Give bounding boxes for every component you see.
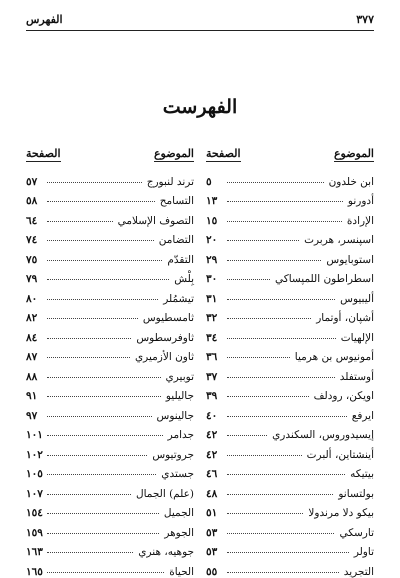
entry-page: ١٠١ <box>26 429 43 441</box>
entry-page: ٣٧ <box>206 370 218 383</box>
dot-leader <box>227 572 339 573</box>
dot-leader <box>47 513 159 514</box>
entry-page: ٥٨ <box>26 195 38 207</box>
entry-page: ٩١ <box>26 390 38 402</box>
entry-topic: جروتيوس <box>152 448 194 461</box>
index-entry <box>26 266 194 286</box>
entry-page: ٨٤ <box>26 331 38 344</box>
entry-topic: ابن خلدون <box>328 175 374 188</box>
index-entry <box>206 285 374 305</box>
entry-topic: الحياة <box>169 565 194 578</box>
index-rows <box>26 168 194 578</box>
dot-leader <box>47 221 113 222</box>
entry-topic: اسپنسر، هربرت <box>304 234 374 246</box>
entry-page: ٨٨ <box>26 370 38 383</box>
dot-leader <box>47 279 169 280</box>
entry-topic: اويكن، رودلف <box>313 390 374 402</box>
entry-page: ٥٥ <box>206 565 218 578</box>
index-entry <box>26 383 194 403</box>
entry-topic: التصوف الإسلامي <box>117 214 194 227</box>
entry-topic: بِلْش <box>174 273 194 285</box>
entry-topic: الجميل <box>163 507 194 519</box>
index-entry <box>206 344 374 364</box>
entry-page: ١٦٥ <box>26 565 43 578</box>
dot-leader <box>47 299 158 300</box>
dot-leader <box>227 201 343 202</box>
dot-leader <box>47 318 138 319</box>
dot-leader <box>47 455 147 456</box>
dot-leader <box>227 513 303 514</box>
entry-topic: ترند لنبورج <box>146 175 194 188</box>
index-entry <box>26 305 194 325</box>
index-entry <box>26 539 194 559</box>
dot-leader <box>227 494 333 495</box>
column-header <box>206 146 374 162</box>
entry-page: ٧٥ <box>26 253 38 266</box>
index-entry <box>206 402 374 422</box>
entry-page: ٣٦ <box>206 351 218 363</box>
entry-topic: الإلهيات <box>340 331 374 344</box>
index-entry <box>26 441 194 461</box>
index-entry <box>206 519 374 539</box>
dot-leader <box>47 338 131 339</box>
index-entry <box>206 558 374 578</box>
entry-topic: ثامسطيوس <box>142 312 194 324</box>
entry-page: ٣٠ <box>206 273 218 285</box>
page-header: الصفحة <box>206 147 241 160</box>
entry-page: ٦٤ <box>26 214 38 227</box>
entry-topic: التقدّم <box>167 253 194 266</box>
index-entry <box>26 500 194 520</box>
index-entry <box>26 363 194 383</box>
index-entry <box>206 207 374 227</box>
index-entry <box>206 324 374 344</box>
entry-topic: توبيري <box>165 370 194 383</box>
index-entry <box>26 480 194 500</box>
dot-leader <box>227 240 299 241</box>
entry-topic: أدورنو <box>347 195 374 207</box>
index-entry <box>26 461 194 481</box>
dot-leader <box>227 221 342 222</box>
index-entry <box>206 441 374 461</box>
dot-leader <box>227 299 335 300</box>
entry-topic: جستدي <box>161 468 194 480</box>
index-entry <box>206 363 374 383</box>
entry-topic: بيكو دلا مرندولا <box>308 507 374 519</box>
entry-topic: تيشمُلر <box>163 292 194 305</box>
entry-page: ١٠٢ <box>26 448 43 461</box>
entry-page: ٤٢ <box>206 429 218 441</box>
dot-leader <box>47 240 154 241</box>
entry-topic: الإرادة <box>346 214 374 227</box>
entry-page: ٨٠ <box>26 292 38 305</box>
index-entry <box>26 188 194 208</box>
index-entry <box>206 227 374 247</box>
index-entry <box>26 519 194 539</box>
entry-page: ٥١ <box>206 507 218 519</box>
dot-leader <box>47 435 163 436</box>
topic-header: الموضوع <box>153 147 194 160</box>
index-entry <box>26 285 194 305</box>
entry-page: ٨٧ <box>26 351 38 363</box>
entry-page: ١٥٩ <box>26 526 43 539</box>
entry-page: ٩٧ <box>26 409 38 422</box>
entry-topic: الجوهر <box>164 526 194 539</box>
index-entry <box>206 539 374 559</box>
dot-leader <box>227 416 347 417</box>
dot-leader <box>47 182 142 183</box>
index-rows <box>206 168 374 578</box>
dot-leader <box>227 260 321 261</box>
entry-page: ٣١ <box>206 292 218 305</box>
index-entry <box>206 480 374 500</box>
dot-leader <box>47 396 161 397</box>
entry-topic: بيتيكه <box>350 468 374 480</box>
index-entry <box>206 383 374 403</box>
page-title: الفهرست <box>162 96 238 118</box>
dot-leader <box>227 552 349 553</box>
entry-page: ٢٩ <box>206 253 218 266</box>
entry-topic: تارسكي <box>339 526 374 539</box>
section-name: الفهرس <box>26 12 63 26</box>
dot-leader <box>227 435 267 436</box>
dot-leader <box>227 396 309 397</box>
index-entry <box>206 188 374 208</box>
dot-leader <box>47 357 130 358</box>
entry-topic: أمونيوس بن هرميا <box>294 351 374 363</box>
dot-leader <box>47 260 162 261</box>
index-column-left <box>26 146 194 578</box>
entry-topic: أليبيوس <box>340 292 374 305</box>
dot-leader <box>227 357 290 358</box>
entry-topic: ايرفع <box>351 409 374 422</box>
entry-page: ٢٠ <box>206 234 218 246</box>
dot-leader <box>47 416 152 417</box>
dot-leader <box>227 533 334 534</box>
topic-header: الموضوع <box>333 147 374 160</box>
entry-page: ١٥ <box>206 214 218 227</box>
index-entry <box>206 422 374 442</box>
entry-page: ١٠٥ <box>26 468 43 480</box>
entry-page: ٣٤ <box>206 331 218 344</box>
index-entry <box>26 558 194 578</box>
entry-topic: جدامر <box>167 429 194 441</box>
entry-topic: التسامح <box>159 195 194 207</box>
index-entry <box>206 266 374 286</box>
entry-topic: (علم) الجمال <box>135 487 194 500</box>
dot-leader <box>227 318 311 319</box>
entry-page: ٥ <box>206 175 212 188</box>
dot-leader <box>47 201 155 202</box>
column-header <box>26 146 194 162</box>
entry-topic: إيسيدوروس، السكندري <box>272 429 374 441</box>
index-entry <box>26 246 194 266</box>
entry-page: ٨٢ <box>26 312 38 324</box>
page-header: الصفحة <box>26 147 61 160</box>
entry-page: ١٠٧ <box>26 487 43 500</box>
entry-page: ٤٨ <box>206 487 218 500</box>
entry-page: ٧٩ <box>26 273 38 285</box>
entry-page: ١٣ <box>206 195 218 207</box>
index-entry <box>26 168 194 188</box>
dot-leader <box>47 572 164 573</box>
entry-topic: ثاون الأزميري <box>134 351 194 363</box>
dot-leader <box>227 182 324 183</box>
entry-page: ٥٣ <box>206 546 218 558</box>
page-number: ٣٧٧ <box>356 12 374 26</box>
dot-leader <box>47 377 161 378</box>
entry-page: ٣٢ <box>206 312 218 324</box>
entry-page: ٧٤ <box>26 234 38 246</box>
dot-leader <box>47 474 156 475</box>
entry-topic: جاليليو <box>165 390 194 402</box>
entry-page: ٤٠ <box>206 409 218 422</box>
entry-topic: أوستفلد <box>339 370 374 383</box>
entry-page: ٥٧ <box>26 175 38 188</box>
entry-page: ١٦٣ <box>26 546 43 558</box>
entry-topic: اسطراطون اللمپساكي <box>274 273 374 285</box>
index-entry <box>206 168 374 188</box>
dot-leader <box>227 279 270 280</box>
entry-topic: التجريد <box>343 565 374 578</box>
dot-leader <box>227 377 335 378</box>
index-entry <box>26 227 194 247</box>
entry-topic: التضامن <box>158 234 194 246</box>
dot-leader <box>47 533 159 534</box>
index-entry <box>206 500 374 520</box>
index-entry <box>26 207 194 227</box>
index-entry <box>26 422 194 442</box>
running-header <box>26 10 374 28</box>
entry-page: ٤٢ <box>206 448 218 461</box>
entry-topic: أشپان، أوتمار <box>316 312 374 324</box>
index-entry <box>206 305 374 325</box>
entry-topic: أينشتاين، ألبرت <box>306 448 374 461</box>
dot-leader <box>227 455 302 456</box>
entry-topic: ثاوفرسطوس <box>136 331 194 344</box>
index-entry <box>26 324 194 344</box>
entry-page: ٣٩ <box>206 390 218 402</box>
index-entry <box>26 344 194 364</box>
index-entry <box>26 402 194 422</box>
entry-topic: جالينوس <box>156 409 194 422</box>
entry-topic: بولتسانو <box>338 487 374 500</box>
entry-topic: تاولر <box>353 546 374 558</box>
entry-topic: جوهيه، هنري <box>138 546 194 558</box>
dot-leader <box>47 552 133 553</box>
dot-leader <box>47 494 131 495</box>
index-entry <box>206 246 374 266</box>
header-rule <box>26 30 374 31</box>
dot-leader <box>227 338 336 339</box>
index-entry <box>206 461 374 481</box>
index-column-right <box>206 146 374 578</box>
entry-page: ٤٦ <box>206 468 218 480</box>
entry-page: ٥٣ <box>206 526 218 539</box>
entry-topic: استوبايوس <box>326 253 374 266</box>
dot-leader <box>227 474 345 475</box>
entry-page: ١٥٤ <box>26 507 43 519</box>
